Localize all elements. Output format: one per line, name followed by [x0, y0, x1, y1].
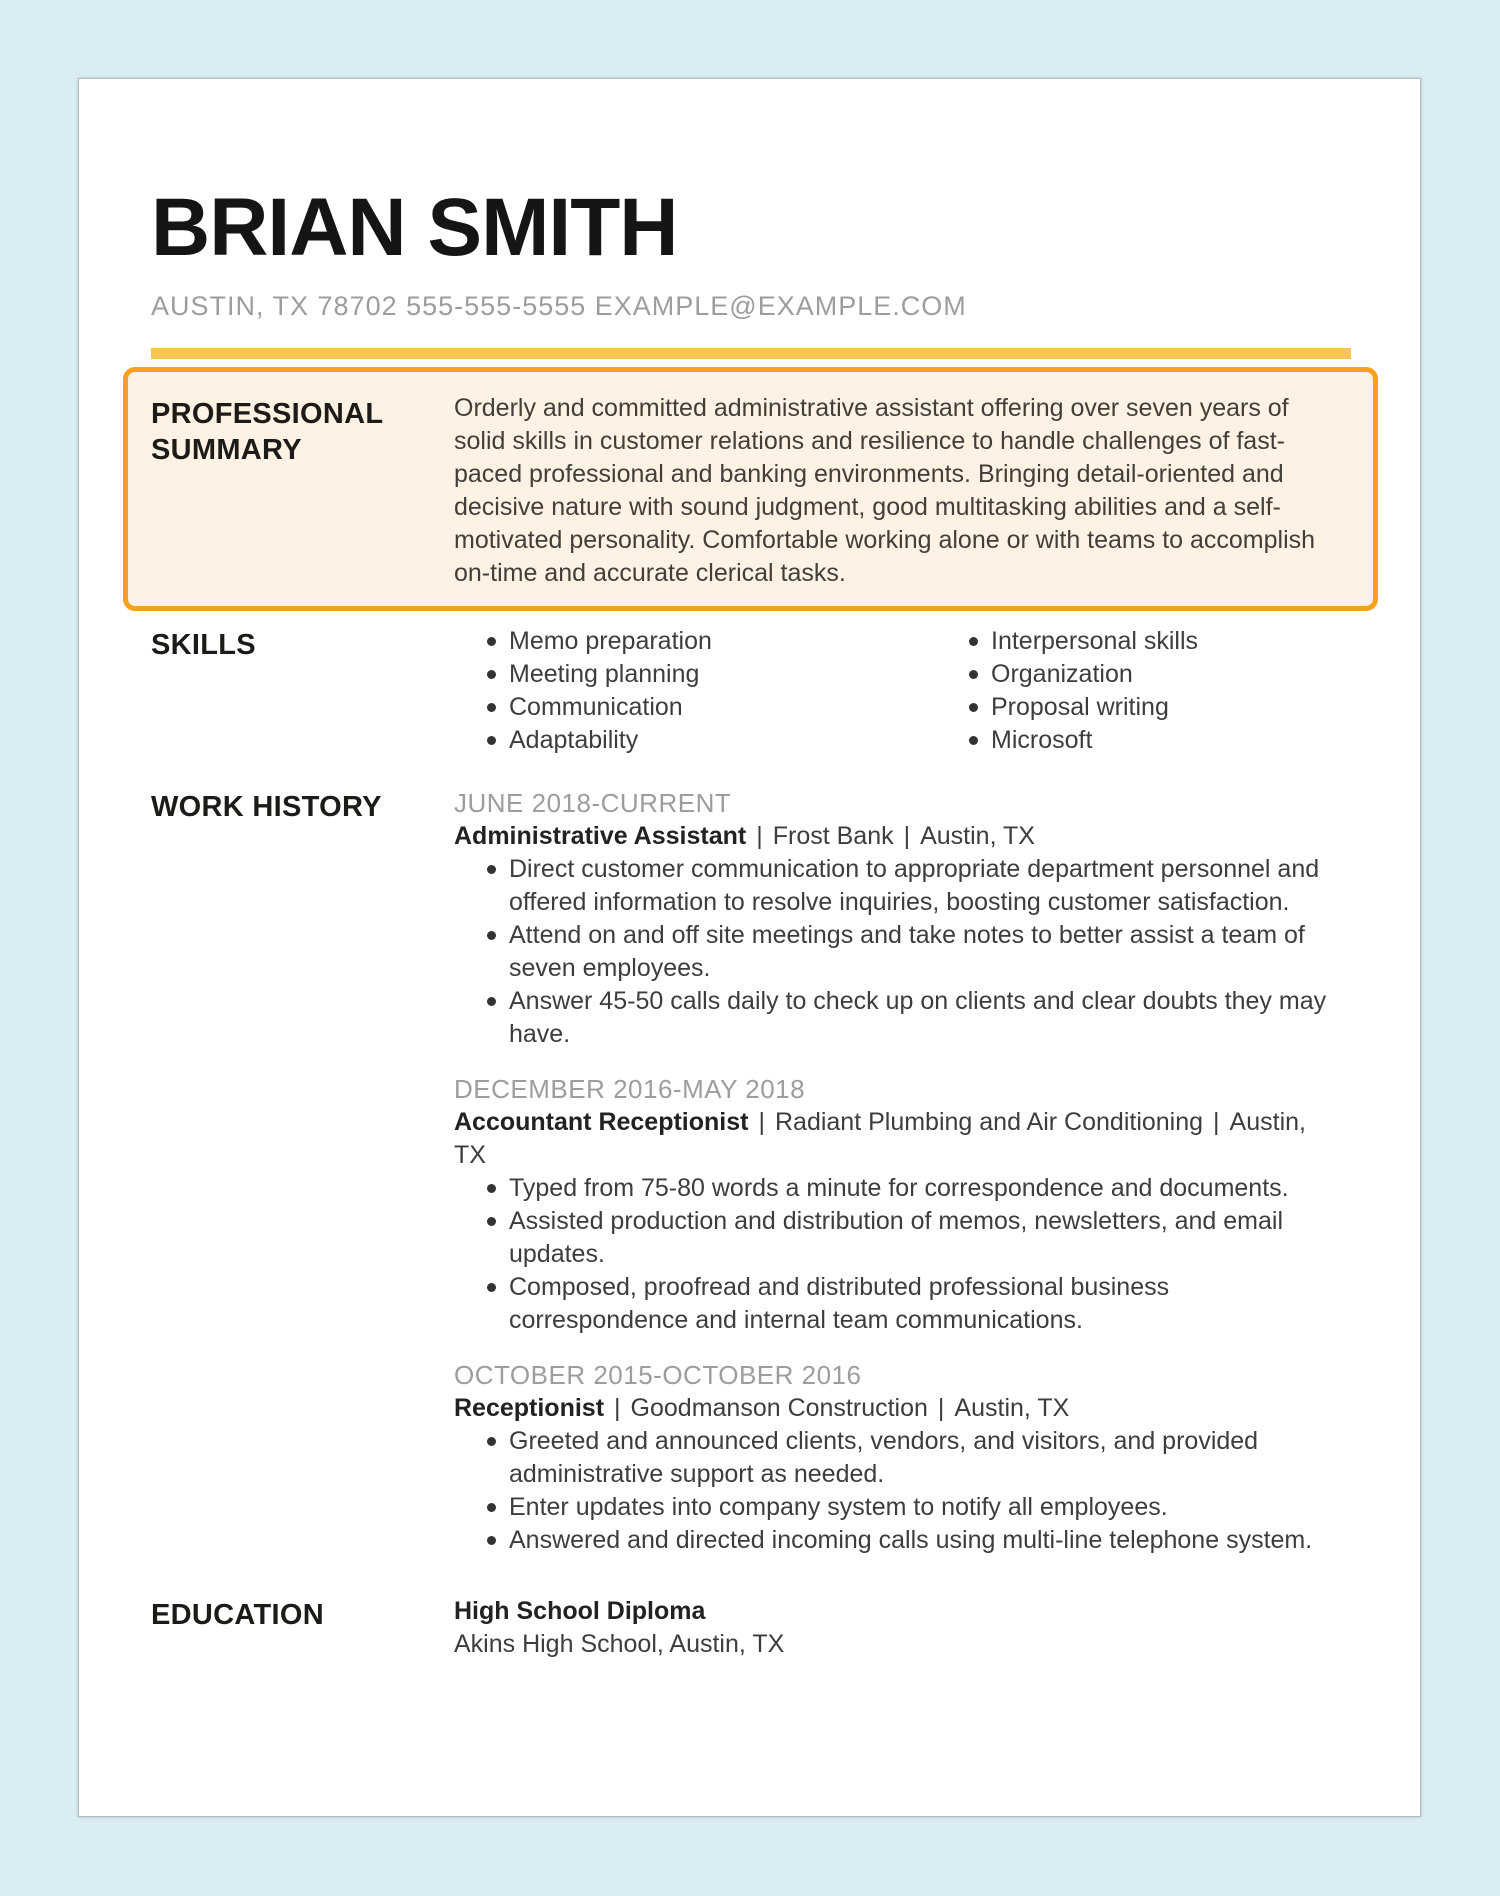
separator: | [614, 1394, 621, 1422]
skill-item: Microsoft [936, 724, 1339, 757]
job-company: Frost Bank [772, 822, 894, 850]
job-title: Accountant Receptionist [454, 1108, 749, 1136]
job-bullet: Enter updates into company system to notify all employees. [454, 1491, 1339, 1524]
job-title: Administrative Assistant [454, 822, 747, 850]
job-title-line [454, 820, 1339, 853]
skill-item: Meeting planning [454, 658, 936, 691]
separator: | [937, 1394, 945, 1422]
job-bullet: Assisted production and distribution of memos, newsletters, and email updates. [454, 1205, 1339, 1271]
skill-item: Memo preparation [454, 625, 936, 658]
contact-line: AUSTIN, TX 78702 555-555-5555 EXAMPLE@EXAMPLE.COM [151, 291, 967, 321]
job-dates: DECEMBER 2016-MAY 2018 [454, 1074, 806, 1104]
job-location: Austin, TX [954, 1394, 1070, 1422]
education-school: Akins High School, Austin, TX [454, 1630, 785, 1658]
job-bullet: Direct customer communication to appropriate department personnel and offered information to resolve inquiries, boosting customer satisfaction. [454, 853, 1339, 919]
skills-column-1 [454, 625, 936, 757]
person-name: BRIAN SMITH [151, 182, 678, 273]
job-bullet-list [454, 853, 1339, 1051]
job-location: Austin, TX [920, 822, 1035, 850]
job-bullet: Answered and directed incoming calls using multi-line telephone system. [454, 1524, 1339, 1557]
skill-item: Proposal writing [936, 691, 1339, 724]
education-entry [454, 1595, 1339, 1661]
job-entry [454, 1073, 1339, 1337]
resume-header [151, 182, 1339, 322]
education-section [151, 1595, 1339, 1661]
section-heading-work-history: WORK HISTORY [151, 791, 382, 823]
job-dates: JUNE 2018-CURRENT [454, 788, 732, 818]
job-dates: OCTOBER 2015-OCTOBER 2016 [454, 1360, 862, 1390]
education-degree: High School Diploma [454, 1597, 706, 1625]
separator: | [758, 1108, 765, 1136]
job-bullet-list [454, 1425, 1339, 1557]
job-location: Austin, TX [454, 1108, 1306, 1169]
skills-columns [454, 625, 1339, 757]
resume-page [78, 78, 1421, 1817]
section-heading-professional-summary: PROFESSIONAL SUMMARY [151, 398, 383, 466]
job-bullet: Attend on and off site meetings and take notes to better assist a team of seven employees. [454, 919, 1339, 985]
job-bullet: Composed, proofread and distributed professional business correspondence and internal team communications. [454, 1271, 1339, 1337]
separator: | [756, 822, 763, 850]
skill-item: Adaptability [454, 724, 936, 757]
job-title: Receptionist [454, 1394, 605, 1422]
job-title-line [454, 1392, 1339, 1425]
job-bullet: Greeted and announced clients, vendors, and visitors, and provided administrative support as needed. [454, 1425, 1339, 1491]
job-company: Radiant Plumbing and Air Conditioning [774, 1108, 1204, 1136]
skill-item: Communication [454, 691, 936, 724]
skill-item: Interpersonal skills [936, 625, 1339, 658]
professional-summary-section [123, 367, 1378, 611]
section-heading-skills: SKILLS [151, 629, 256, 661]
job-entry [454, 1359, 1339, 1557]
work-history-section [151, 787, 1339, 1557]
job-bullet: Typed from 75-80 words a minute for correspondence and documents. [454, 1172, 1339, 1205]
job-bullet: Answer 45-50 calls daily to check up on clients and clear doubts they may have. [454, 985, 1339, 1051]
job-bullet-list [454, 1172, 1339, 1337]
skill-item: Organization [936, 658, 1339, 691]
separator: | [1213, 1108, 1220, 1136]
section-heading-education: EDUCATION [151, 1599, 324, 1631]
skills-section [151, 625, 1339, 757]
job-list [454, 787, 1339, 1557]
separator: | [903, 822, 911, 850]
accent-bar [151, 348, 1351, 359]
skills-column-2 [936, 625, 1339, 757]
job-title-line [454, 1106, 1339, 1172]
summary-paragraph: Orderly and committed administrative assistant offering over seven years of solid skills in customer relations and resilience to handle challenges of fast-paced professional and banking environments. Bringing detail-oriented and decisive nature with sound judgment, good multitasking abilities and a self-motivated personality. Comfortable working alone or with teams to accomplish on-time and accurate clerical tasks. [454, 394, 1316, 587]
job-entry [454, 787, 1339, 1051]
job-company: Goodmanson Construction [630, 1394, 928, 1422]
